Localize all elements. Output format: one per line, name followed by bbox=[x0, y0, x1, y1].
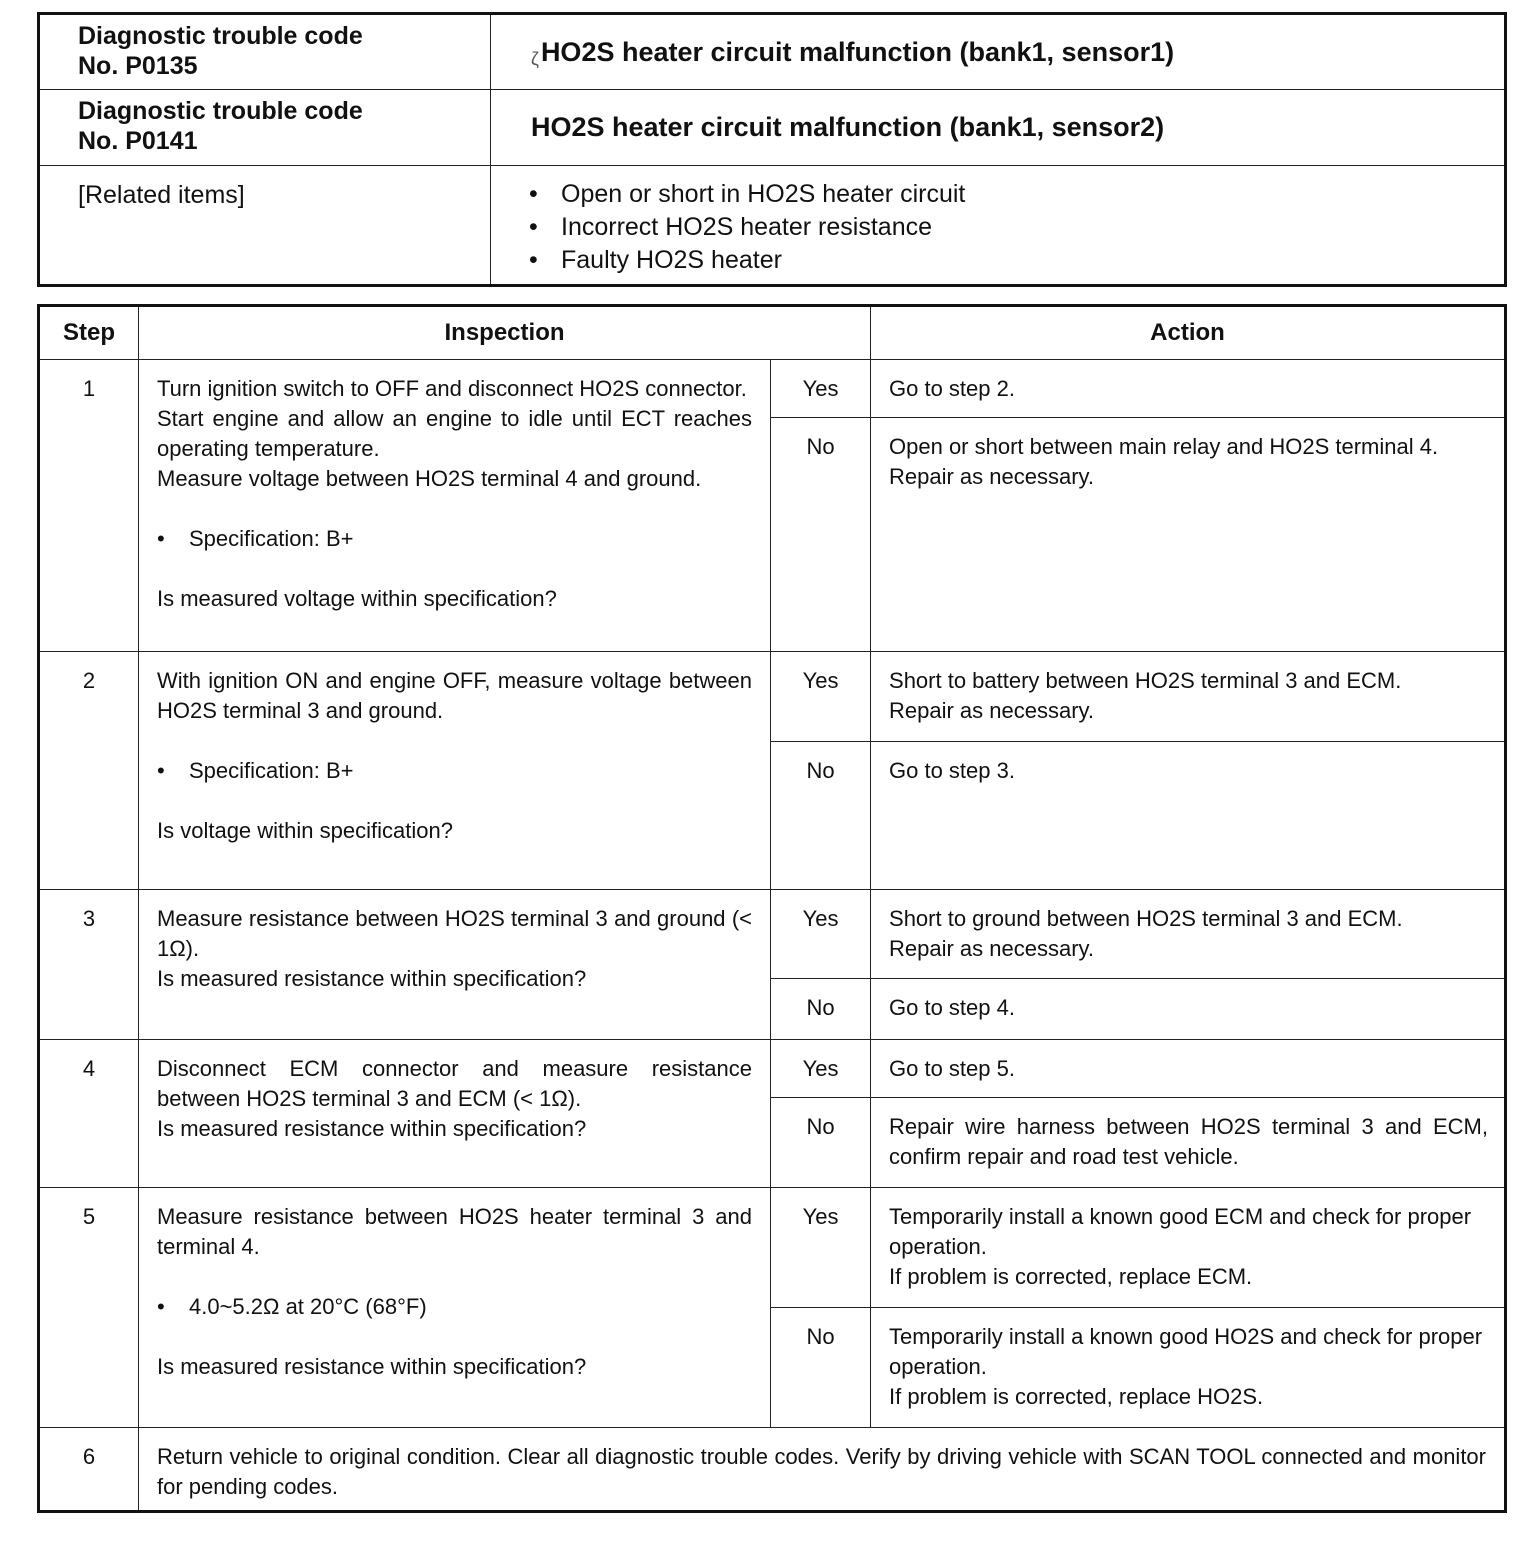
yes-label: Yes bbox=[771, 652, 871, 742]
action-text: If problem is corrected, replace ECM. bbox=[889, 1264, 1253, 1289]
dtc-title-cell bbox=[491, 90, 1506, 166]
table-header-row bbox=[39, 306, 1506, 360]
yes-label: Yes bbox=[771, 1188, 871, 1308]
dtc-row-p0141 bbox=[39, 90, 1506, 166]
dtc-label: Diagnostic trouble code bbox=[78, 97, 363, 125]
action-text: Go to step 4. bbox=[889, 995, 1015, 1020]
col-header-inspection: Inspection bbox=[139, 306, 871, 360]
no-label: No bbox=[771, 1098, 871, 1188]
yes-action bbox=[871, 1040, 1506, 1098]
diagnostic-steps-table bbox=[37, 304, 1507, 1513]
step-number: 4 bbox=[39, 1040, 139, 1188]
action-text: Go to step 3. bbox=[889, 758, 1015, 783]
action-text: If problem is corrected, replace HO2S. bbox=[889, 1384, 1264, 1409]
dtc-title-cell bbox=[491, 14, 1506, 90]
related-item: • Incorrect HO2S heater resistance bbox=[529, 211, 1504, 244]
step-inspection bbox=[139, 1188, 771, 1428]
action-text: Repair as necessary. bbox=[889, 698, 1095, 723]
scan-mark-icon: ζ bbox=[531, 48, 539, 69]
yes-label: Yes bbox=[771, 890, 871, 979]
inspection-text: Start engine and allow an engine to idle until ECT reaches operating temperature. bbox=[157, 406, 752, 461]
action-text: Go to step 5. bbox=[889, 1056, 1015, 1081]
inspection-spec: • 4.0~5.2Ω at 20°C (68°F) bbox=[157, 1292, 752, 1322]
inspection-spec: • Specification: B+ bbox=[157, 756, 752, 786]
no-label: No bbox=[771, 418, 871, 652]
related-items-cell bbox=[491, 166, 1506, 286]
inspection-question: Is measured voltage within specification? bbox=[157, 586, 557, 611]
col-header-step: Step bbox=[39, 306, 139, 360]
no-action bbox=[871, 1098, 1506, 1188]
yes-label: Yes bbox=[771, 1040, 871, 1098]
no-action bbox=[871, 979, 1506, 1040]
action-text: Temporarily install a known good ECM and check for proper operation. bbox=[889, 1204, 1472, 1259]
action-text: Repair as necessary. bbox=[889, 464, 1095, 489]
no-label: No bbox=[771, 1308, 871, 1428]
action-text: Repair wire harness between HO2S terminal 3 and ECM, confirm repair and road test vehicle. bbox=[889, 1114, 1488, 1169]
step-inspection bbox=[139, 890, 771, 1040]
no-label: No bbox=[771, 979, 871, 1040]
inspection-question: Is measured resistance within specification? bbox=[157, 1116, 587, 1141]
inspection-question: Is measured resistance within specification? bbox=[157, 1354, 587, 1379]
service-manual-page bbox=[37, 12, 1507, 1513]
inspection-text: Measure voltage between HO2S terminal 4 and ground. bbox=[157, 466, 702, 491]
dtc-header-table bbox=[37, 12, 1507, 287]
step-final-instruction: Return vehicle to original condition. Clear all diagnostic trouble codes. Verify by driving vehicle with SCAN TOOL connected and monitor for pending codes. bbox=[139, 1428, 1506, 1512]
step-row bbox=[39, 652, 1506, 742]
step-row bbox=[39, 1188, 1506, 1308]
related-items-label: [Related items] bbox=[39, 166, 491, 286]
step-inspection bbox=[139, 1040, 771, 1188]
no-action bbox=[871, 1308, 1506, 1428]
yes-action bbox=[871, 652, 1506, 742]
action-text: Repair as necessary. bbox=[889, 936, 1095, 961]
action-text: Go to step 2. bbox=[889, 376, 1015, 401]
step-row bbox=[39, 1040, 1506, 1098]
inspection-text: Disconnect ECM connector and measure resistance between HO2S terminal 3 and ECM (< 1Ω). bbox=[157, 1056, 752, 1111]
inspection-question: Is voltage within specification? bbox=[157, 818, 453, 843]
action-text: Short to battery between HO2S terminal 3 and ECM. bbox=[889, 668, 1402, 693]
dtc-number: No. P0135 bbox=[78, 52, 198, 80]
related-items-list bbox=[491, 178, 1504, 277]
inspection-text: Measure resistance between HO2S heater terminal 3 and terminal 4. bbox=[157, 1204, 752, 1259]
inspection-text: Turn ignition switch to OFF and disconnect HO2S connector. bbox=[157, 376, 747, 401]
no-label: No bbox=[771, 742, 871, 890]
yes-action bbox=[871, 360, 1506, 418]
yes-label: Yes bbox=[771, 360, 871, 418]
dtc-title: HO2S heater circuit malfunction (bank1, sensor1) bbox=[540, 36, 1175, 67]
related-item: • Open or short in HO2S heater circuit bbox=[529, 178, 1504, 211]
inspection-spec: • Specification: B+ bbox=[157, 524, 752, 554]
dtc-label-cell bbox=[39, 14, 491, 90]
action-text: Temporarily install a known good HO2S and check for proper operation. bbox=[889, 1324, 1483, 1379]
dtc-label: Diagnostic trouble code bbox=[78, 22, 363, 50]
step-inspection bbox=[139, 652, 771, 890]
yes-action bbox=[871, 1188, 1506, 1308]
no-action bbox=[871, 418, 1506, 652]
step-row bbox=[39, 360, 1506, 418]
dtc-number: No. P0141 bbox=[78, 127, 198, 155]
inspection-text: With ignition ON and engine OFF, measure voltage between HO2S terminal 3 and ground. bbox=[157, 668, 752, 723]
dtc-label-cell bbox=[39, 90, 491, 166]
dtc-row-p0135 bbox=[39, 14, 1506, 90]
col-header-action: Action bbox=[871, 306, 1506, 360]
inspection-text: Measure resistance between HO2S terminal 3 and ground (< 1Ω). bbox=[157, 906, 752, 961]
step-number: 2 bbox=[39, 652, 139, 890]
inspection-question: Is measured resistance within specification? bbox=[157, 966, 587, 991]
step-row bbox=[39, 1428, 1506, 1512]
step-number: 5 bbox=[39, 1188, 139, 1428]
action-text: Open or short between main relay and HO2S terminal 4. bbox=[889, 434, 1439, 459]
dtc-title: HO2S heater circuit malfunction (bank1, sensor2) bbox=[531, 112, 1165, 142]
related-items-row bbox=[39, 166, 1506, 286]
step-number: 6 bbox=[39, 1428, 139, 1512]
yes-action bbox=[871, 890, 1506, 979]
no-action bbox=[871, 742, 1506, 890]
related-item: • Faulty HO2S heater bbox=[529, 244, 1504, 277]
step-inspection bbox=[139, 360, 771, 652]
step-number: 3 bbox=[39, 890, 139, 1040]
step-row bbox=[39, 890, 1506, 979]
action-text: Short to ground between HO2S terminal 3 and ECM. bbox=[889, 906, 1403, 931]
step-number: 1 bbox=[39, 360, 139, 652]
